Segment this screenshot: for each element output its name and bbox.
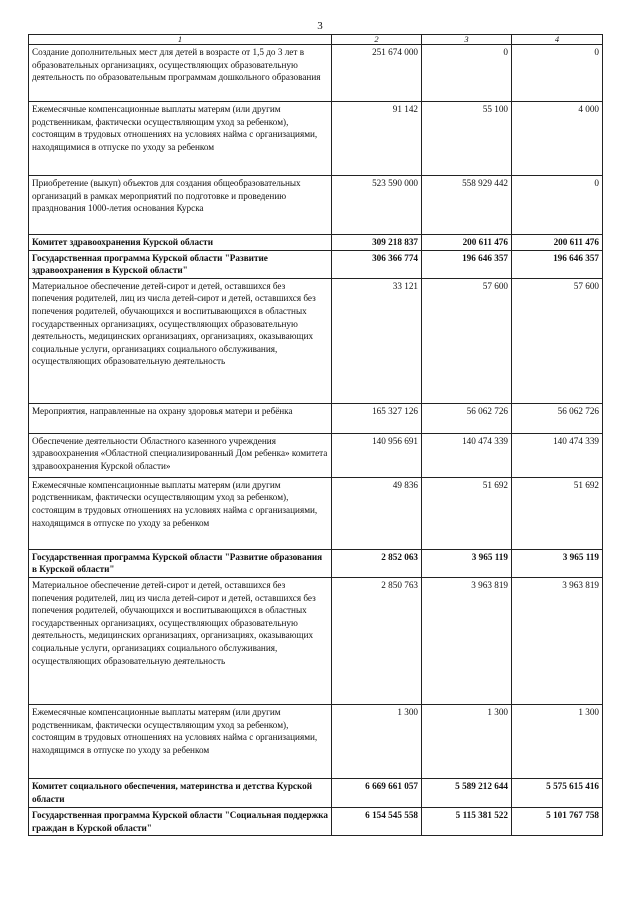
table-row	[29, 176, 603, 235]
row-description: Мероприятия, направленные на охрану здоровья матери и ребёнка	[29, 403, 332, 433]
table-row	[29, 433, 603, 477]
row-value-3: 55 100	[422, 102, 512, 176]
row-value-3: 5 115 381 522	[422, 807, 512, 835]
row-description: Ежемесячные компенсационные выплаты матерям (или другим родственникам, фактически осуществляющим уход за ребенком), состоящим в трудовых отношениях на условиях найма с организациями, находящимся в отпуске по уходу за ребенком	[29, 477, 332, 549]
row-value-4: 5 101 767 758	[512, 807, 603, 835]
row-description: Создание дополнительных мест для детей в возрасте от 1,5 до 3 лет в образовательных организациях, осуществляющих образовательную деятельность по образовательным программам дошкольного образования	[29, 45, 332, 102]
row-value-2: 49 836	[332, 477, 422, 549]
row-description: Ежемесячные компенсационные выплаты матерям (или другим родственникам, фактически осуществляющим уход за ребенком), состоящим в трудовых отношениях на условиях найма с организациями, находящимися в отпуске по уходу за ребенком	[29, 102, 332, 176]
row-value-2: 306 366 774	[332, 250, 422, 278]
row-value-2: 309 218 837	[332, 235, 422, 251]
table-row	[29, 102, 603, 176]
row-value-2: 91 142	[332, 102, 422, 176]
row-value-3: 5 589 212 644	[422, 778, 512, 807]
row-value-4: 140 474 339	[512, 433, 603, 477]
row-value-3: 140 474 339	[422, 433, 512, 477]
row-value-3: 3 965 119	[422, 549, 512, 577]
row-description: Ежемесячные компенсационные выплаты матерям (или другим родственникам, фактически осуществляющим уход за ребенком), состоящим в трудовых отношениях на условиях найма с организациями, находящимся в отпуске по уходу за ребенком	[29, 704, 332, 778]
row-value-4: 1 300	[512, 704, 603, 778]
row-value-3: 56 062 726	[422, 403, 512, 433]
row-description: Государственная программа Курской области "Развитие образования в Курской области"	[29, 549, 332, 577]
row-value-2: 523 590 000	[332, 176, 422, 235]
row-value-2: 1 300	[332, 704, 422, 778]
row-description: Государственная программа Курской области "Социальная поддержка граждан в Курской области"	[29, 807, 332, 835]
budget-table	[28, 34, 603, 836]
row-value-2: 2 850 763	[332, 577, 422, 704]
row-value-2: 6 669 661 057	[332, 778, 422, 807]
column-header-1: 1	[29, 35, 332, 45]
row-value-3: 558 929 442	[422, 176, 512, 235]
row-value-2: 6 154 545 558	[332, 807, 422, 835]
row-description: Материальное обеспечение детей-сирот и детей, оставшихся без попечения родителей, лиц из числа детей-сирот и детей, оставшихся без попечения родителей, обучающихся и воспитывающихся в областных государственных организациях, осуществляющих образовательную деятельность, медицинских организациях, организациях, оказывающих социальные услуги, организациях социального обслуживания, осуществляющих образовательную деятельность	[29, 278, 332, 403]
row-value-3: 3 963 819	[422, 577, 512, 704]
row-description: Комитет здравоохранения Курской области	[29, 235, 332, 251]
row-value-4: 3 965 119	[512, 549, 603, 577]
column-header-4: 4	[512, 35, 603, 45]
row-value-4: 57 600	[512, 278, 603, 403]
row-value-4: 51 692	[512, 477, 603, 549]
row-value-2: 251 674 000	[332, 45, 422, 102]
row-value-4: 0	[512, 45, 603, 102]
table-row	[29, 250, 603, 278]
row-description: Обеспечение деятельности Областного казенного учреждения здравоохранения «Областной специализированный Дом ребенка» комитета здравоохранения Курской области»	[29, 433, 332, 477]
row-description: Государственная программа Курской области "Развитие здравоохранения в Курской области"	[29, 250, 332, 278]
row-value-4: 4 000	[512, 102, 603, 176]
row-value-2: 165 327 126	[332, 403, 422, 433]
row-value-3: 200 611 476	[422, 235, 512, 251]
row-description: Приобретение (выкуп) объектов для создания общеобразовательных организаций в рамках мероприятий по подготовке и проведению празднования 1000-летия основания Курска	[29, 176, 332, 235]
table-row	[29, 477, 603, 549]
column-header-3: 3	[422, 35, 512, 45]
table-row	[29, 778, 603, 807]
table-row	[29, 577, 603, 704]
row-value-2: 2 852 063	[332, 549, 422, 577]
row-value-2: 33 121	[332, 278, 422, 403]
column-header-2: 2	[332, 35, 422, 45]
table-row	[29, 403, 603, 433]
row-value-3: 57 600	[422, 278, 512, 403]
row-value-3: 51 692	[422, 477, 512, 549]
row-description: Комитет социального обеспечения, материнства и детства Курской области	[29, 778, 332, 807]
row-value-2: 140 956 691	[332, 433, 422, 477]
row-value-4: 5 575 615 416	[512, 778, 603, 807]
row-value-4: 56 062 726	[512, 403, 603, 433]
row-value-4: 200 611 476	[512, 235, 603, 251]
row-value-4: 3 963 819	[512, 577, 603, 704]
table-row	[29, 278, 603, 403]
table-row	[29, 549, 603, 577]
row-value-4: 0	[512, 176, 603, 235]
page-number: 3	[317, 20, 323, 32]
row-value-4: 196 646 357	[512, 250, 603, 278]
table-row	[29, 45, 603, 102]
table-row	[29, 704, 603, 778]
table-row	[29, 807, 603, 835]
table-row	[29, 235, 603, 251]
row-description: Материальное обеспечение детей-сирот и детей, оставшихся без попечения родителей, лиц из числа детей-сирот и детей, оставшихся без попечения родителей, обучающихся и воспитывающихся в областных государственных организациях, осуществляющих образовательную деятельность, медицинских организациях, организациях, оказывающих социальные услуги, организациях социального обслуживания, осуществляющих образовательную деятельность	[29, 577, 332, 704]
row-value-3: 196 646 357	[422, 250, 512, 278]
row-value-3: 0	[422, 45, 512, 102]
table-header-row	[29, 35, 603, 45]
row-value-3: 1 300	[422, 704, 512, 778]
